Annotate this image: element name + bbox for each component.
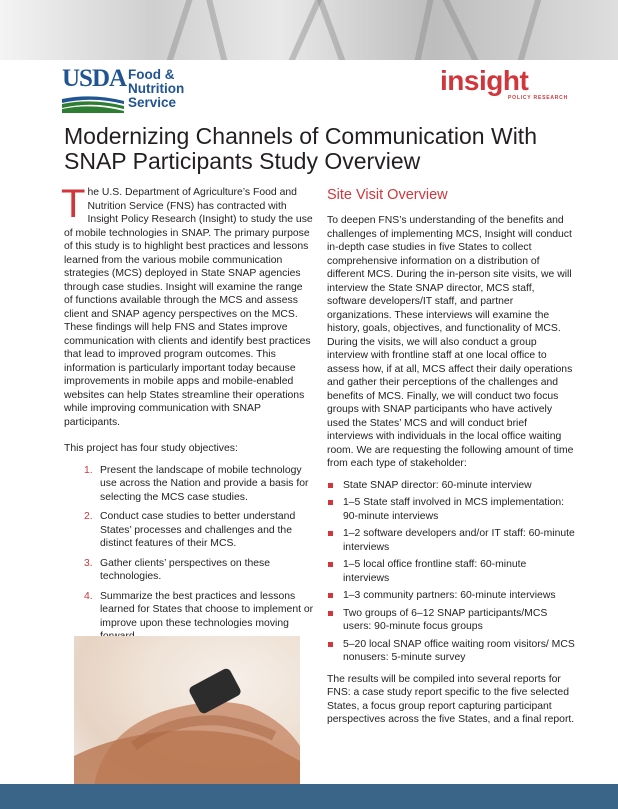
stakeholder-item (327, 496, 575, 523)
objective-number: 3. (84, 557, 93, 569)
stakeholder-item (327, 589, 575, 603)
objectives-lead: This project has four study objectives: (64, 443, 238, 454)
objective-text: Conduct case studies to better understand States’ processes and challenges and the distinct features of their MCS. (100, 511, 296, 549)
stakeholder-item (327, 607, 575, 634)
page-title-line2: SNAP Participants Study Overview (64, 148, 421, 174)
insight-wordmark: insight (440, 65, 529, 96)
usda-acronym: USDA (62, 65, 127, 92)
hands-holding-phone-photo (74, 636, 300, 786)
objectives-list (64, 464, 314, 644)
objective-text: Gather clients’ perspectives on these technologies. (100, 557, 270, 582)
footer-bar (0, 784, 618, 809)
bullet-icon (328, 611, 333, 616)
bullet-icon (328, 531, 333, 536)
objective-item (64, 510, 314, 551)
stakeholder-text: State SNAP director: 60-minute interview (343, 479, 532, 491)
stakeholder-item (327, 558, 575, 585)
page-title-line1: Modernizing Channels of Communication With (64, 123, 537, 149)
fns-name (128, 68, 184, 110)
objective-item (64, 464, 314, 505)
header-banner-image (0, 0, 618, 60)
stakeholder-text: Two groups of 6–12 SNAP participants/MCS users: 90-minute focus groups (343, 607, 548, 632)
fns-name-line2: Nutrition (128, 81, 185, 96)
objective-number: 4. (84, 590, 93, 602)
usda-fns-logo (62, 65, 212, 114)
stakeholder-list (327, 479, 575, 665)
bullet-icon (328, 593, 333, 598)
bullet-icon (328, 642, 333, 647)
insight-logo (440, 66, 570, 102)
photo-illustration (74, 636, 300, 786)
page-title (64, 124, 584, 174)
objective-number: 2. (84, 511, 93, 522)
stakeholder-item (327, 479, 575, 493)
stakeholder-item (327, 527, 575, 554)
stakeholder-text: 5–20 local SNAP office waiting room visitors/ MCS nonusers: 5-minute survey (343, 638, 575, 663)
fns-name-line1: Food & (128, 67, 175, 82)
intro-column (61, 182, 314, 650)
stakeholder-text: 1–5 local office frontline staff: 60-minute interviews (343, 559, 527, 584)
bullet-icon (328, 483, 333, 488)
closing-paragraph: The results will be compiled into several reports for FNS: a case study report specific to the five selected States, a focus group report capturing participant perspectives across the five States, and a final report. (327, 673, 575, 725)
site-visit-heading: Site Visit Overview (327, 187, 448, 203)
stakeholder-text: 1–5 State staff involved in MCS implementation: 90-minute interviews (343, 497, 565, 522)
objective-item (64, 557, 314, 584)
bullet-icon (328, 500, 333, 505)
objective-text: Present the landscape of mobile technology use across the Nation and provide a basis for selecting the MCS case studies. (100, 464, 309, 503)
usda-swoosh-icon (62, 95, 124, 113)
drop-cap: T (61, 182, 86, 226)
stakeholder-text: 1–3 community partners: 60-minute interviews (343, 590, 556, 601)
intro-text: he U.S. Department of Agriculture’s Food and Nutrition Service (FNS) has contracted with Insight Policy Research (Insight) to study the use of mobile technologies in SNAP. The primary purpose of this study is to highlight best practices and lessons learned from the various mobile communication strategies (MCS) deployed in State SNAP agencies through case studies. Insight will examine the range of functions available through the MCS and assess client and SNAP agency perspectives on the MCS. These findings will help FNS and States improve communication with clients and identify best practices that lead to improved program outcomes. This information is particularly important today because improvements in mobile apps and mobile-enabled websites can help States streamline their operations while improving communication with SNAP participants. (64, 187, 313, 428)
stakeholder-item (327, 638, 575, 665)
objective-number: 1. (84, 464, 93, 476)
stakeholder-text: 1–2 software developers and/or IT staff: 60-minute interviews (343, 528, 575, 553)
bullet-icon (328, 562, 333, 567)
site-visit-column (327, 186, 575, 727)
insight-tagline: POLICY RESEARCH (508, 95, 568, 101)
objective-text: Summarize the best practices and lessons learned for States that choose to implement or improve upon these technologies moving (100, 590, 314, 629)
site-visit-paragraph: To deepen FNS’s understanding of the benefits and challenges of implementing MCS, Insight will conduct in-depth case studies in five States to collect comprehensive information on a distribution of different MCS. During the in-person site visits, we will interview the State SNAP director, MCS staff, software developers/IT staff, and partner organizations. These interviews will examine the history, goals, objectives, and functionality of MCS. During the visits, we will also conduct a group interview with frontline staff at one local office to assess how, if at all, MCS affect their daily operations and gather their perceptions of the challenges and benefits of MCS. Finally, we will conduct two focus groups with SNAP participants who have actively used the States’ MCS and will conduct brief interviews with individuals in the local office waiting room. We are requesting the following amount of time from each type of stakeholder: (327, 215, 574, 469)
fns-name-line3: Service (128, 95, 177, 110)
intro-paragraph (61, 182, 314, 429)
